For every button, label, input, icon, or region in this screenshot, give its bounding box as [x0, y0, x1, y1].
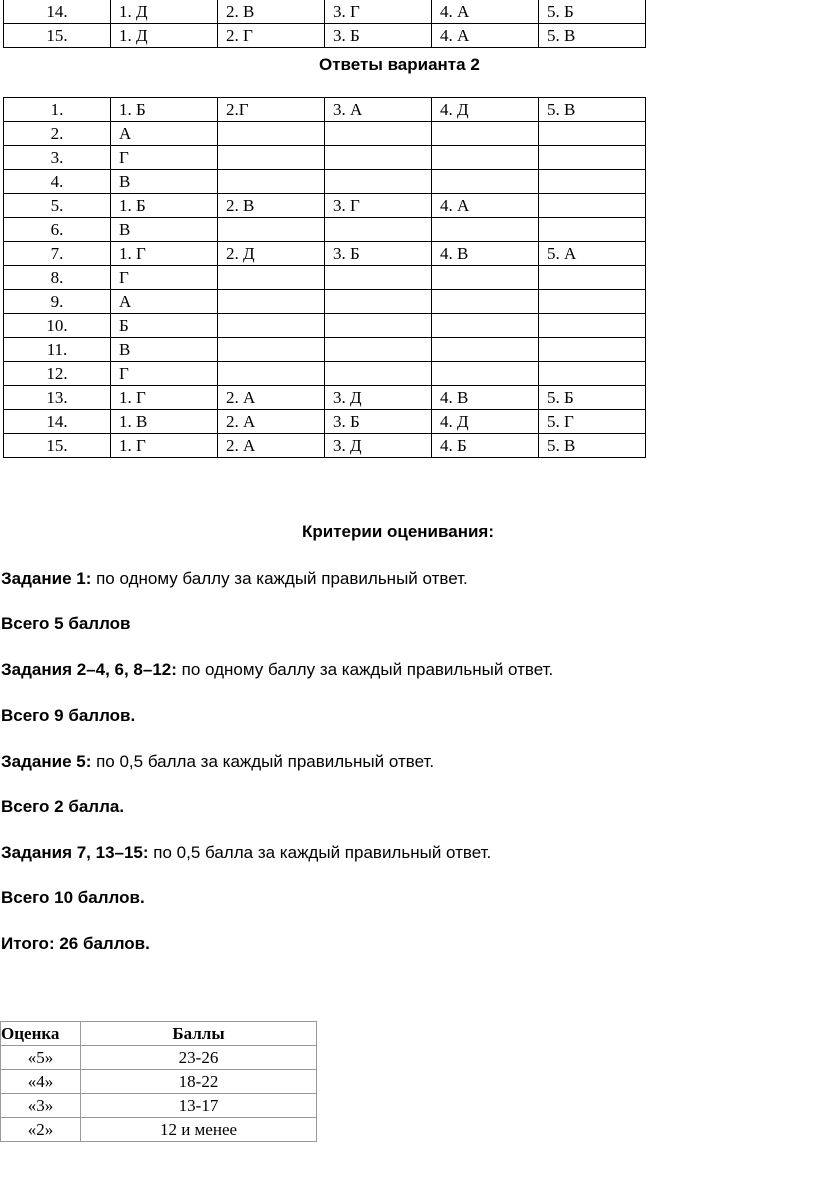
- grades-header-cell: Баллы: [81, 1022, 317, 1046]
- answer-cell: [539, 170, 646, 194]
- answer-cell: 4. Д: [432, 410, 539, 434]
- answer-cell: 4. Д: [432, 98, 539, 122]
- task3-label: Задание 5:: [1, 752, 92, 771]
- criteria-task2: [1, 660, 553, 680]
- answer-cell: Г: [111, 146, 218, 170]
- points-cell: 12 и менее: [81, 1118, 317, 1142]
- criteria-total4: [1, 888, 145, 908]
- table-row: [4, 290, 646, 314]
- answer-cell: [325, 290, 432, 314]
- answer-cell: [432, 362, 539, 386]
- answer-cell: 4. Б: [432, 434, 539, 458]
- task2-label: Задания 2–4, 6, 8–12:: [1, 660, 177, 679]
- row-number-cell: 13.: [4, 386, 111, 410]
- answer-cell: [432, 338, 539, 362]
- row-number-cell: 5.: [4, 194, 111, 218]
- answer-cell: [218, 314, 325, 338]
- answer-cell: [539, 338, 646, 362]
- answer-cell: [325, 170, 432, 194]
- grand-total-text: Итого: 26 баллов.: [1, 934, 150, 953]
- task2-text: по одному баллу за каждый правильный ответ.: [176, 660, 554, 679]
- answer-cell: 1. Б: [111, 194, 218, 218]
- answer-cell: 2. Г: [218, 24, 325, 48]
- task4-label: Задания 7, 13–15:: [1, 843, 149, 862]
- answer-cell: В: [111, 218, 218, 242]
- answer-cell: 4. А: [432, 24, 539, 48]
- answer-cell: [539, 290, 646, 314]
- answer-cell: 1. Г: [111, 386, 218, 410]
- answer-cell: Г: [111, 362, 218, 386]
- variant2-heading: Ответы варианта 2: [319, 55, 480, 74]
- row-number-cell: 3.: [4, 146, 111, 170]
- total1-text: Всего 5 баллов: [1, 614, 131, 633]
- answer-cell: А: [111, 122, 218, 146]
- answer-cell: [218, 266, 325, 290]
- row-number-cell: 4.: [4, 170, 111, 194]
- answer-cell: [539, 362, 646, 386]
- answer-cell: 2. В: [218, 0, 325, 24]
- criteria-total2: [1, 706, 135, 726]
- table-row: [4, 98, 646, 122]
- total2-text: Всего 9 баллов.: [1, 706, 136, 725]
- answer-cell: 3. Г: [325, 194, 432, 218]
- answer-cell: Б: [111, 314, 218, 338]
- grade-cell: «5»: [1, 1046, 81, 1070]
- answer-cell: [218, 290, 325, 314]
- table-row: [4, 386, 646, 410]
- answer-cell: 5. Б: [539, 0, 646, 24]
- row-number-cell: 15.: [4, 434, 111, 458]
- row-number-cell: 14.: [4, 0, 111, 24]
- table-row: [4, 194, 646, 218]
- answer-cell: 3. Б: [325, 410, 432, 434]
- answer-cell: 3. Б: [325, 24, 432, 48]
- answer-cell: 5. В: [539, 98, 646, 122]
- answer-cell: [218, 218, 325, 242]
- answer-cell: [325, 314, 432, 338]
- points-cell: 13-17: [81, 1094, 317, 1118]
- row-number-cell: 7.: [4, 242, 111, 266]
- row-number-cell: 11.: [4, 338, 111, 362]
- table-row: [4, 434, 646, 458]
- answer-cell: [218, 362, 325, 386]
- row-number-cell: 8.: [4, 266, 111, 290]
- criteria-task1: [1, 569, 468, 589]
- table-row: [4, 122, 646, 146]
- answer-cell: [325, 146, 432, 170]
- answer-cell: В: [111, 170, 218, 194]
- answer-cell: [539, 314, 646, 338]
- total3-text: Всего 2 балла.: [1, 797, 125, 816]
- row-number-cell: 1.: [4, 98, 111, 122]
- answer-cell: [432, 290, 539, 314]
- answer-cell: 4. В: [432, 386, 539, 410]
- answer-cell: [432, 218, 539, 242]
- answer-cell: 3. Б: [325, 242, 432, 266]
- answer-cell: 2. В: [218, 194, 325, 218]
- answer-cell: 3. Д: [325, 386, 432, 410]
- table-row: [4, 218, 646, 242]
- answer-cell: 1. Д: [111, 24, 218, 48]
- row-number-cell: 12.: [4, 362, 111, 386]
- criteria-total3: [1, 797, 124, 817]
- answer-cell: [218, 122, 325, 146]
- answer-cell: [218, 146, 325, 170]
- answer-cell: [539, 122, 646, 146]
- answer-cell: [325, 362, 432, 386]
- table-row: [4, 24, 646, 48]
- answer-cell: 5. А: [539, 242, 646, 266]
- row-number-cell: 6.: [4, 218, 111, 242]
- points-cell: 18-22: [81, 1070, 317, 1094]
- answer-cell: 1. Г: [111, 434, 218, 458]
- grades-header-row: [1, 1022, 317, 1046]
- answer-cell: 3. Д: [325, 434, 432, 458]
- grade-cell: «2»: [1, 1118, 81, 1142]
- answer-cell: 5. Б: [539, 386, 646, 410]
- answer-cell: В: [111, 338, 218, 362]
- answer-cell: [539, 218, 646, 242]
- table-row: [4, 170, 646, 194]
- answer-cell: [218, 338, 325, 362]
- answer-cell: 3. Г: [325, 0, 432, 24]
- answer-cell: 1. Д: [111, 0, 218, 24]
- grades-table: [0, 1021, 317, 1142]
- task1-label: Задание 1:: [1, 569, 92, 588]
- grades-row: [1, 1094, 317, 1118]
- table-row: [4, 146, 646, 170]
- table-row: [4, 0, 646, 24]
- answer-cell: [539, 194, 646, 218]
- task1-text: по одному баллу за каждый правильный ответ.: [91, 569, 468, 588]
- answer-cell: [539, 146, 646, 170]
- answer-cell: 2. Д: [218, 242, 325, 266]
- answer-cell: [432, 170, 539, 194]
- answers-table-variant2: [3, 97, 646, 458]
- answer-cell: [218, 170, 325, 194]
- answer-cell: [432, 146, 539, 170]
- criteria-heading: Критерии оценивания:: [302, 522, 494, 541]
- total4-text: Всего 10 баллов.: [1, 888, 145, 907]
- answer-cell: [432, 266, 539, 290]
- table-row: [4, 266, 646, 290]
- answer-cell: 5. В: [539, 434, 646, 458]
- table-row: [4, 242, 646, 266]
- row-number-cell: 14.: [4, 410, 111, 434]
- criteria-grand-total: [1, 934, 150, 954]
- grade-cell: «4»: [1, 1070, 81, 1094]
- table-row: [4, 314, 646, 338]
- answer-cell: 4. А: [432, 194, 539, 218]
- answer-cell: [539, 266, 646, 290]
- task3-text: по 0,5 балла за каждый правильный ответ.: [91, 752, 435, 771]
- table-row: [4, 410, 646, 434]
- row-number-cell: 15.: [4, 24, 111, 48]
- row-number-cell: 9.: [4, 290, 111, 314]
- answer-cell: [325, 338, 432, 362]
- grade-cell: «3»: [1, 1094, 81, 1118]
- grades-row: [1, 1118, 317, 1142]
- answer-cell: Г: [111, 266, 218, 290]
- answer-cell: А: [111, 290, 218, 314]
- row-number-cell: 10.: [4, 314, 111, 338]
- answer-cell: 2. А: [218, 386, 325, 410]
- answer-cell: 1. Б: [111, 98, 218, 122]
- table-row: [4, 338, 646, 362]
- criteria-task4: [1, 843, 491, 863]
- row-number-cell: 2.: [4, 122, 111, 146]
- answer-cell: 2. А: [218, 410, 325, 434]
- task4-text: по 0,5 балла за каждый правильный ответ.: [148, 843, 492, 862]
- answer-cell: [325, 122, 432, 146]
- criteria-task3: [1, 752, 434, 772]
- answer-cell: 3. А: [325, 98, 432, 122]
- grades-row: [1, 1046, 317, 1070]
- points-cell: 23-26: [81, 1046, 317, 1070]
- grades-header-cell: Оценка: [1, 1022, 81, 1046]
- answer-cell: 1. В: [111, 410, 218, 434]
- answer-cell: 1. Г: [111, 242, 218, 266]
- criteria-total1: [1, 614, 131, 634]
- answers-table-variant1-tail: [3, 0, 646, 48]
- answer-cell: [432, 122, 539, 146]
- answer-cell: 5. В: [539, 24, 646, 48]
- answer-cell: 2. А: [218, 434, 325, 458]
- answer-cell: [325, 218, 432, 242]
- answer-cell: [432, 314, 539, 338]
- answer-cell: 4. В: [432, 242, 539, 266]
- answer-cell: [325, 266, 432, 290]
- answer-cell: 4. А: [432, 0, 539, 24]
- answer-cell: 2.Г: [218, 98, 325, 122]
- table-row: [4, 362, 646, 386]
- answer-cell: 5. Г: [539, 410, 646, 434]
- grades-row: [1, 1070, 317, 1094]
